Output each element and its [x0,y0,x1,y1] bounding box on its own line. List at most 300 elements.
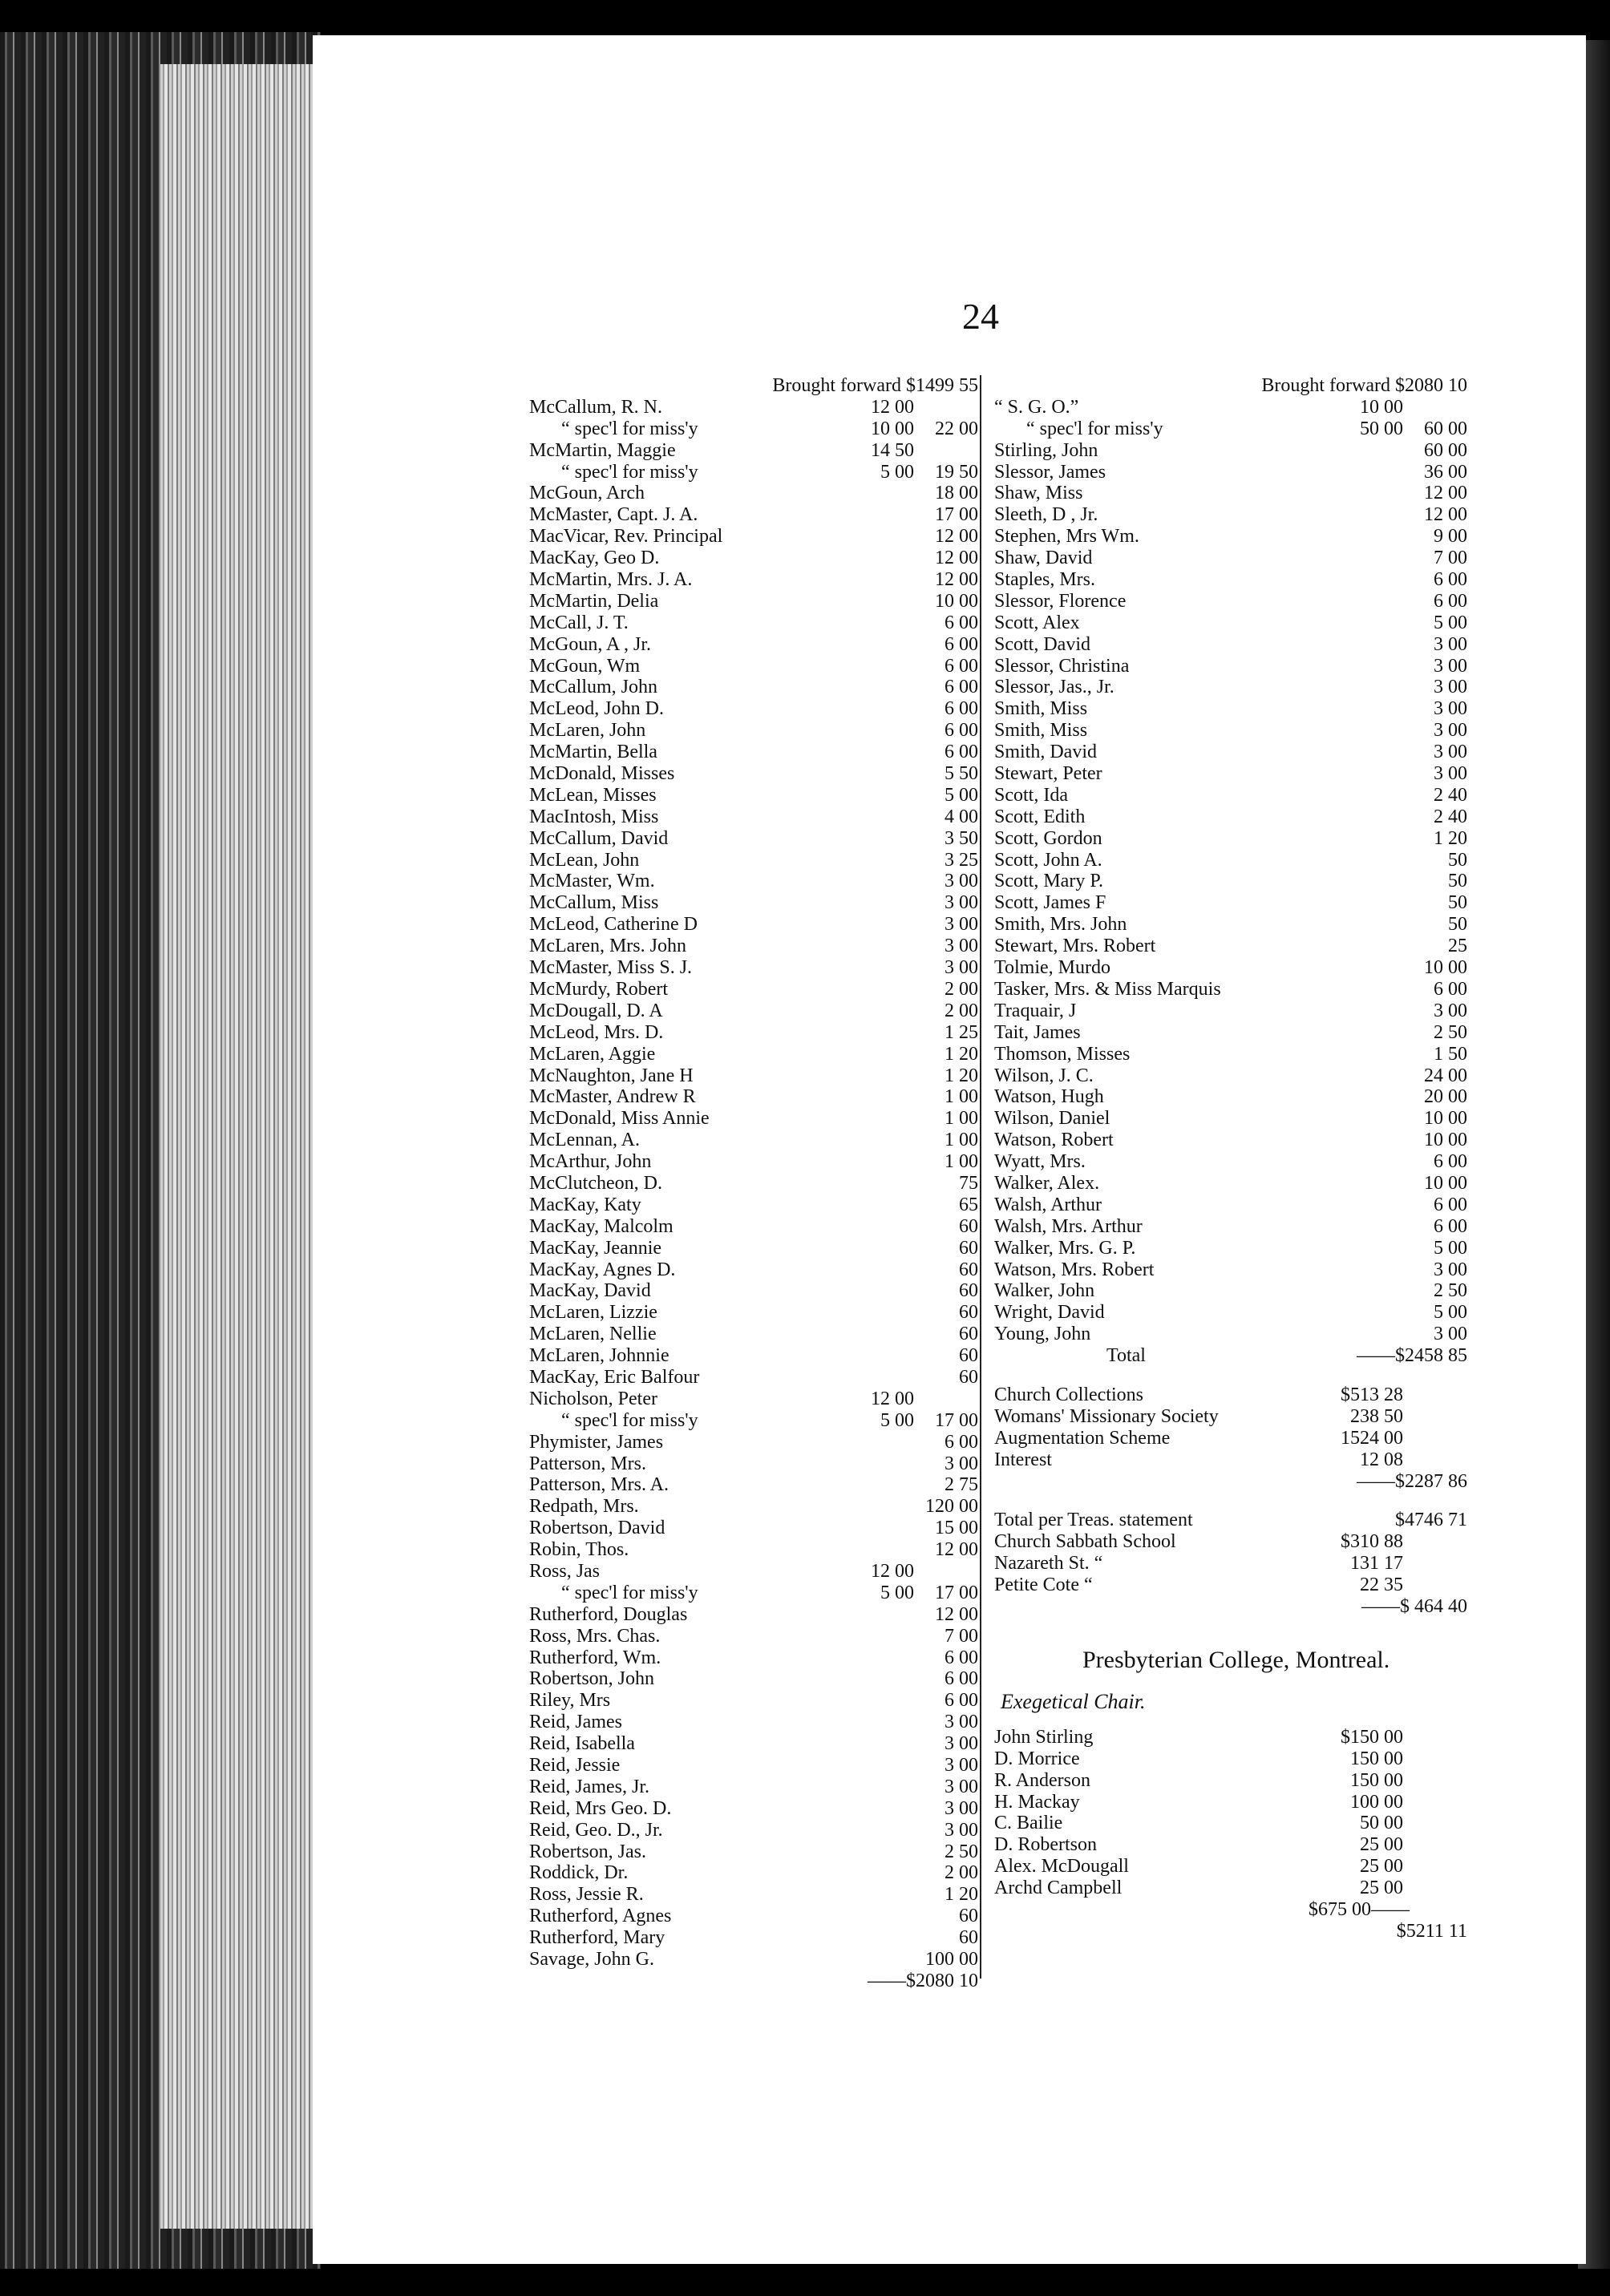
entry-amount: 17 00 [935,1582,978,1603]
entry-name: McMartin, Mrs. J. A. [529,569,693,591]
entry-name: Rutherford, Agnes [529,1906,672,1927]
entry-name: McLaren, Johnnie [529,1345,669,1367]
entry-subamount: 14 50 [871,439,914,461]
entry-name: Petite Cote “ [994,1574,1093,1596]
ledger-row [529,1410,978,1432]
entry-subamount: 100 00 [1350,1791,1403,1813]
entry-amount: $4746 71 [1395,1510,1467,1531]
entry-amount: 3 00 [1434,655,1467,677]
entry-name: Reid, Jessie [529,1755,621,1776]
ledger-row [529,850,978,871]
entry-name: MacKay, Geo D. [529,548,660,569]
ledger-row [994,483,1467,504]
entry-amount: 3 00 [1434,1259,1467,1280]
entry-name: Church Sabbath School [994,1531,1176,1553]
entry-name: Alex. McDougall [994,1856,1129,1878]
ledger-row [529,591,978,612]
entry-amount: 3 00 [1434,763,1467,785]
ledger-row [994,1173,1467,1194]
ledger-row [994,526,1467,548]
entry-name: Reid, Isabella [529,1733,635,1755]
entry-amount: 3 00 [945,892,978,914]
entry-name: Walsh, Arthur [994,1194,1102,1215]
ledger-row [994,1748,1467,1770]
ledger-row [994,720,1467,742]
entry-amount: 2 50 [945,1841,978,1862]
entry-name: Reid, Geo. D., Jr. [529,1819,663,1841]
entry-name: Robertson, Jas. [529,1841,646,1862]
entry-subamount: 50 00 [1360,418,1403,439]
entry-amount: 6 00 [945,677,978,698]
ledger-row [529,1238,978,1259]
entry-name: Archd Campbell [994,1878,1123,1899]
ledger-row [994,1151,1467,1173]
entry-amount: 7 00 [1434,548,1467,569]
ledger-row [994,1878,1467,1899]
ledger-row [994,979,1467,1000]
entry-amount: 12 00 [935,569,978,591]
entry-name: McDonald, Misses [529,763,675,785]
entry-name: Walsh, Mrs. Arthur [994,1215,1143,1237]
ledger-row [994,850,1467,871]
ledger-row [994,1792,1467,1813]
entry-amount: 2 00 [945,1862,978,1884]
entry-subamount: 22 35 [1360,1574,1403,1596]
entry-name: R. Anderson [994,1769,1090,1791]
ledger-row [994,871,1467,892]
entry-name: McLaren, John [529,720,646,742]
treasurer-total: ——$ 464 40 [1361,1595,1467,1617]
entry-name: Walker, John [994,1280,1095,1302]
entry-amount: 19 50 [935,461,978,483]
entry-amount: 6 00 [945,633,978,655]
ledger-row [994,612,1467,634]
entry-subamount: 12 00 [871,1388,914,1409]
entry-name: Smith, Miss [994,720,1088,742]
entry-name: Wyatt, Mrs. [994,1151,1086,1173]
entry-amount: 22 00 [935,418,978,439]
entry-name: “ S. G. O.” [994,396,1079,418]
ledger-row [529,462,978,483]
entry-amount: 3 00 [1434,1324,1467,1345]
entry-amount: 6 00 [1434,1151,1467,1173]
entry-amount: 60 [959,1345,978,1367]
ledger-row [529,1108,978,1130]
college-title: Presbyterian College, Montreal. [1082,1646,1390,1673]
ledger-row [529,1668,978,1690]
ledger-row [529,1539,978,1561]
entry-amount: 75 [959,1172,978,1194]
entry-name: C. Bailie [994,1813,1063,1834]
ledger-row [529,1583,978,1604]
ledger-row [529,677,978,698]
ledger-row [529,892,978,914]
ledger-row [529,1884,978,1906]
entry-name: Stirling, John [994,439,1098,461]
entry-name: Tasker, Mrs. & Miss Marquis [994,978,1221,1000]
ledger-row [994,1531,1467,1553]
entry-amount: 1 25 [945,1021,978,1043]
ledger-row [994,806,1467,828]
entry-amount: 3 00 [945,1819,978,1841]
entry-name: McMartin, Delia [529,590,659,612]
entry-name: Traquair, J [994,1000,1077,1021]
entry-name: Rutherford, Wm. [529,1647,661,1668]
ledger-row [529,612,978,634]
entry-amount: 60 [959,1927,978,1949]
entry-name: McDonald, Miss Annie [529,1108,710,1130]
entry-amount: 1 20 [1434,827,1467,849]
entry-amount: 5 00 [1434,1302,1467,1324]
ledger-row [529,1000,978,1022]
ledger-row [994,1813,1467,1834]
ledger-row [994,1108,1467,1130]
entry-name: Young, John [994,1324,1091,1345]
ledger-row [529,763,978,785]
right-entries [994,397,1467,1345]
entry-amount: 5 00 [1434,1237,1467,1259]
ledger-row [994,1428,1467,1449]
ledger-row [529,828,978,850]
ledger-row [529,1367,978,1389]
entry-amount: 7 00 [945,1625,978,1647]
ledger-row [529,698,978,720]
entry-amount: 10 00 [1424,1130,1467,1151]
entry-name: MacKay, Jeannie [529,1237,662,1259]
ledger-row [994,1259,1467,1281]
entry-subamount: 150 00 [1350,1748,1403,1769]
entry-amount: 3 00 [1434,677,1467,698]
entry-amount: 3 00 [1434,1000,1467,1021]
ledger-row [994,892,1467,914]
entry-amount: 10 00 [1424,1108,1467,1130]
entry-name: Total per Treas. statement [994,1510,1193,1531]
entry-amount: 5 00 [1434,612,1467,633]
ledger-row [529,1496,978,1518]
ledger-row [529,742,978,763]
ledger-row [994,1510,1467,1531]
ledger-row [994,1384,1467,1406]
ledger-row [529,1949,978,1971]
ledger-row [529,806,978,828]
entry-amount: 120 00 [925,1496,978,1518]
entry-amount: 12 00 [1424,504,1467,526]
ledger-row [529,936,978,957]
entry-name: Stewart, Peter [994,763,1102,785]
entry-name: McLeod, John D. [529,698,664,720]
entry-name: Riley, Mrs [529,1690,611,1712]
entry-name: McMaster, Capt. J. A. [529,504,698,526]
entry-name: Scott, John A. [994,849,1102,871]
entry-amount: 60 [959,1215,978,1237]
entry-amount: 65 [959,1194,978,1215]
brought-forward: Brought forward $2080 10 [1261,375,1467,396]
entry-name: Nicholson, Peter [529,1388,657,1409]
entry-amount: 1 50 [1434,1043,1467,1065]
ledger-row [994,1856,1467,1878]
entry-amount: 3 00 [945,1712,978,1733]
ledger-row [994,1044,1467,1065]
entry-name: Scott, James F [994,892,1106,914]
entry-amount: 60 00 [1424,439,1467,461]
ledger-row [529,957,978,979]
entry-name: Slessor, Christina [994,655,1130,677]
ledger-row [994,1834,1467,1856]
entry-amount: 6 00 [1434,569,1467,591]
ledger-row [529,1216,978,1238]
entry-amount: 6 00 [945,655,978,677]
entry-amount: 6 00 [1434,1194,1467,1215]
grand-total: $5211 11 [1396,1920,1467,1942]
ledger-row [529,656,978,677]
ledger-row [529,1280,978,1302]
entry-amount: 60 [959,1280,978,1302]
entry-amount: 3 00 [1434,633,1467,655]
ledger-row [529,1561,978,1583]
entry-subamount: 10 00 [1360,396,1403,418]
ledger-row [529,979,978,1000]
entry-name: Patterson, Mrs. A. [529,1474,669,1496]
entry-name: McLean, Misses [529,784,657,806]
entry-name: Slessor, Florence [994,590,1127,612]
entry-amount: 3 00 [945,1797,978,1819]
entry-name: John Stirling [994,1726,1094,1748]
entry-name: Robin, Thos. [529,1539,629,1561]
entry-amount: 5 50 [945,763,978,785]
entry-subamount: 25 00 [1360,1856,1403,1878]
entry-amount: 10 00 [1424,1172,1467,1194]
ledger-row [994,656,1467,677]
column-divider [980,375,981,1979]
entry-name: D. Robertson [994,1834,1097,1856]
entry-amount: 100 00 [925,1949,978,1971]
ledger-row [529,1389,978,1410]
entry-amount: 3 25 [945,849,978,871]
entry-amount: 12 00 [1424,483,1467,504]
ledger-row [994,440,1467,462]
brought-forward: Brought forward $1499 55 [772,375,978,396]
entry-subamount: 12 00 [871,396,914,418]
ledger-row [529,1453,978,1475]
entry-name: McCallum, R. N. [529,396,662,418]
ledger-row [994,1727,1467,1748]
entry-name: McMaster, Miss S. J. [529,957,693,979]
ledger-row [994,1130,1467,1151]
entry-name: Scott, Alex [994,612,1080,633]
entry-name: Watson, Hugh [994,1086,1104,1108]
ledger-row [529,1906,978,1927]
entry-amount: 1 00 [945,1086,978,1108]
entry-amount: 3 00 [945,1755,978,1776]
entry-subamount: 131 17 [1350,1553,1403,1574]
entry-amount: 6 00 [1434,590,1467,612]
college-total: $675 00—— [1309,1899,1410,1920]
entry-name: Savage, John G. [529,1949,654,1971]
entry-name: McLaren, Lizzie [529,1302,657,1324]
entry-amount: 3 00 [945,871,978,892]
entry-amount: 60 [959,1259,978,1280]
entry-amount: 3 00 [945,957,978,979]
entry-subamount: $310 88 [1341,1531,1403,1553]
ledger-row [994,504,1467,526]
ledger-row [994,1449,1467,1471]
entry-subamount: $150 00 [1341,1726,1403,1748]
treasurer-entries [994,1510,1467,1596]
ledger-row [529,1173,978,1194]
ledger-row [994,1238,1467,1259]
entry-name: Church Collections [994,1384,1143,1405]
left-entries [529,397,978,1971]
ledger-row [994,936,1467,957]
ledger-row [529,1647,978,1669]
entry-amount: 3 50 [945,827,978,849]
ledger-row [529,504,978,526]
entry-name: Robertson, David [529,1518,665,1539]
entry-name: Smith, Miss [994,698,1088,720]
entry-subnote: “ spec'l for miss'y [561,461,698,483]
entry-name: MacKay, Katy [529,1194,641,1215]
entry-name: Watson, Mrs. Robert [994,1259,1155,1280]
entry-name: McMaster, Wm. [529,871,655,892]
ledger-row [529,1065,978,1087]
entry-amount: 2 00 [945,978,978,1000]
ledger-row [529,440,978,462]
entry-amount: 3 00 [945,1776,978,1797]
entry-subamount: 1524 00 [1341,1427,1403,1449]
ledger-row [529,1798,978,1820]
entry-name: McMartin, Bella [529,742,657,763]
entry-amount: 50 [1448,871,1467,892]
entry-name: McNaughton, Jane H [529,1065,694,1086]
entry-amount: 3 00 [945,914,978,936]
entry-amount: 4 00 [945,806,978,827]
ledger-row [529,1604,978,1626]
ledger-row [529,1432,978,1453]
entry-name: Slessor, Jas., Jr. [994,677,1114,698]
entry-name: Walker, Mrs. G. P. [994,1237,1136,1259]
entry-amount: 5 00 [945,784,978,806]
entry-subamount: 5 00 [880,461,914,483]
ledger-row [994,677,1467,698]
summary-total: ——$2287 86 [1357,1470,1467,1492]
entry-name: Augmentation Scheme [994,1427,1171,1449]
entry-name: Shaw, Miss [994,483,1083,504]
entry-name: Staples, Mrs. [994,569,1095,591]
ledger-row [529,1733,978,1755]
entry-amount: 3 00 [1434,698,1467,720]
ledger-row [529,1927,978,1949]
ledger-row [529,1130,978,1151]
ledger-row [529,569,978,591]
entry-name: Wilson, Daniel [994,1108,1110,1130]
ledger-row [994,1216,1467,1238]
entry-amount: 20 00 [1424,1086,1467,1108]
ledger-row [994,1574,1467,1596]
ledger-row [994,1324,1467,1345]
entry-name: Tait, James [994,1021,1081,1043]
entry-amount: 6 00 [945,698,978,720]
entry-amount: 6 00 [1434,978,1467,1000]
ledger-row [529,526,978,548]
entry-amount: 6 00 [945,1690,978,1712]
ledger-row [529,1151,978,1173]
entry-name: Scott, Mary P. [994,871,1104,892]
total-row: Total ——$2458 85 [1106,1345,1467,1367]
ledger-row [994,397,1467,418]
entry-amount: 12 00 [935,1539,978,1561]
ledger-row [529,1302,978,1324]
entry-amount: 2 40 [1434,806,1467,827]
entry-name: Tolmie, Murdo [994,957,1110,979]
ledger-row [529,1820,978,1841]
entry-amount: 15 00 [935,1518,978,1539]
entry-name: Stephen, Mrs Wm. [994,526,1139,548]
entry-amount: 12 00 [935,526,978,548]
entry-amount: 9 00 [1434,526,1467,548]
ledger-row [994,569,1467,591]
ledger-row [994,698,1467,720]
ledger-row [994,1000,1467,1022]
entry-amount: 60 [959,1237,978,1259]
entry-name: Scott, Edith [994,806,1086,827]
ledger-row [994,1302,1467,1324]
entry-amount: 6 00 [945,742,978,763]
ledger-row [529,1324,978,1345]
entry-subamount: 5 00 [880,1582,914,1603]
ledger-row [529,871,978,892]
ledger-row [529,1259,978,1281]
entry-name: McCallum, Miss [529,892,659,914]
entry-amount: 1 20 [945,1884,978,1906]
entry-amount: 60 [959,1324,978,1345]
ledger-row [529,1626,978,1647]
entry-amount: 60 [959,1302,978,1324]
entry-amount: 1 00 [945,1130,978,1151]
entry-name: MacKay, David [529,1280,651,1302]
entry-name: Interest [994,1449,1052,1470]
entry-name: Reid, Mrs Geo. D. [529,1797,672,1819]
ledger-row [529,1345,978,1367]
entry-name: McClutcheon, D. [529,1172,662,1194]
entry-name: Reid, James, Jr. [529,1776,649,1797]
ledger-row [529,634,978,656]
entry-subamount: $513 28 [1341,1384,1403,1405]
entry-name: Patterson, Mrs. [529,1453,646,1474]
entry-name: MacVicar, Rev. Principal [529,526,723,548]
entry-name: Womans' Missionary Society [994,1405,1219,1427]
entry-amount: 50 [1448,849,1467,871]
entry-amount: 6 00 [945,1668,978,1690]
ledger-row [529,1474,978,1496]
entry-name: McMartin, Maggie [529,439,676,461]
entry-name: MacKay, Agnes D. [529,1259,676,1280]
page-number: 24 [962,296,999,337]
summary-entries [994,1384,1467,1471]
ledger-row [994,1086,1467,1108]
entry-name: Redpath, Mrs. [529,1496,639,1518]
ledger-row [529,1712,978,1733]
entry-amount: 2 75 [945,1474,978,1496]
entry-subamount: 5 00 [880,1409,914,1431]
ledger-row [994,418,1467,440]
ledger-row [529,1086,978,1108]
entry-amount: 6 00 [1434,1215,1467,1237]
entry-amount: 60 00 [1424,418,1467,439]
entry-name: Robertson, John [529,1668,654,1690]
ledger-row [529,1862,978,1884]
entry-name: MacIntosh, Miss [529,806,659,827]
entry-subamount: 25 00 [1360,1834,1403,1856]
